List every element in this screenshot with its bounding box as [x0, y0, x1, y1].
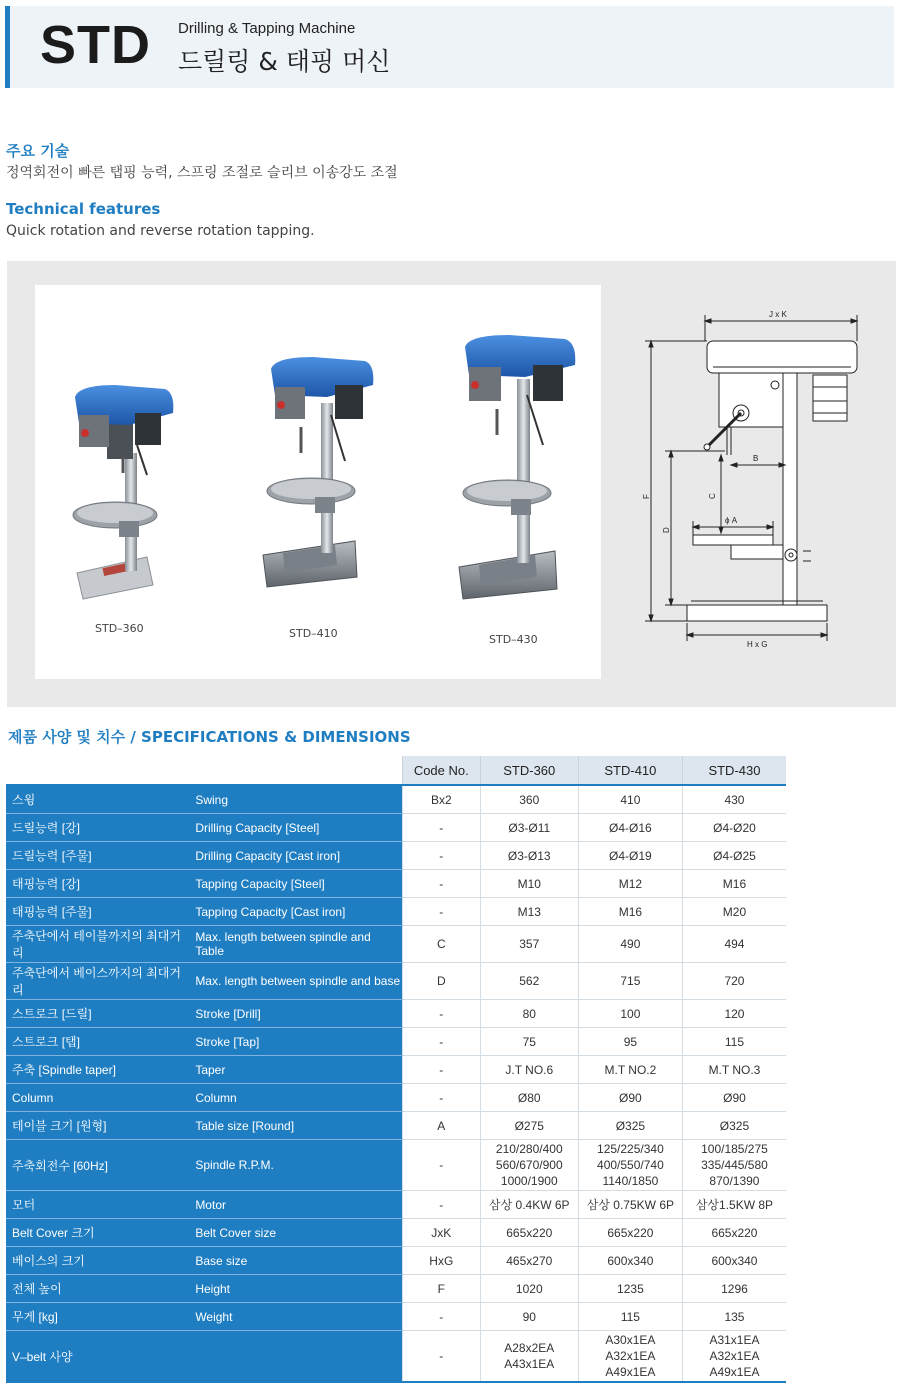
spec-value-cell: 삼상 0.75KW 6P — [578, 1191, 682, 1219]
spec-value-cell: M16 — [682, 870, 786, 898]
spec-label-korean: 태핑능력 [주물] — [6, 898, 189, 926]
spec-value-cell: Ø90 — [578, 1084, 682, 1112]
spec-code-cell: F — [402, 1275, 480, 1303]
dim-label-f: F — [642, 494, 651, 499]
spec-value-cell: M12 — [578, 870, 682, 898]
spec-label-korean: 무게 [kg] — [6, 1303, 189, 1331]
spec-value-cell: 1020 — [480, 1275, 578, 1303]
spec-value-cell: M16 — [578, 898, 682, 926]
spec-header-code: Code No. — [402, 756, 480, 785]
spec-code-cell: - — [402, 1000, 480, 1028]
spec-value-cell: Ø4-Ø16 — [578, 814, 682, 842]
spec-value-cell: A28x2EA A43x1EA — [480, 1331, 578, 1383]
spec-code-cell: D — [402, 963, 480, 1000]
spec-label-english: Weight — [189, 1303, 402, 1331]
spec-row — [6, 1028, 786, 1056]
spec-value-cell: Ø325 — [578, 1112, 682, 1140]
features-title-english: Technical features — [6, 200, 161, 218]
spec-value-cell: 90 — [480, 1303, 578, 1331]
features-text-korean: 정역회전이 빠른 탭핑 능력, 스프링 조절로 슬리브 이송강도 조절 — [6, 165, 398, 181]
spec-label-english: Spindle R.P.M. — [189, 1140, 402, 1191]
spec-value-cell: M10 — [480, 870, 578, 898]
machine-std-360 — [73, 385, 173, 599]
spec-code-cell: - — [402, 1084, 480, 1112]
spec-value-cell: 715 — [578, 963, 682, 1000]
spec-value-cell: 665x220 — [682, 1219, 786, 1247]
spec-code-cell: - — [402, 842, 480, 870]
spec-label-english: Drilling Capacity [Cast iron] — [189, 842, 402, 870]
dim-label-c: C — [708, 493, 717, 499]
spec-value-cell: 490 — [578, 926, 682, 963]
spec-row — [6, 1056, 786, 1084]
dim-label-d: D — [662, 527, 671, 533]
spec-value-cell: Ø3-Ø11 — [480, 814, 578, 842]
spec-label-korean: 주축회전수 [60Hz] — [6, 1140, 189, 1191]
dim-label-b: B — [753, 454, 759, 463]
spec-code-cell: - — [402, 1028, 480, 1056]
title-korean: 드릴링 & 태핑 머신 — [178, 47, 391, 76]
spec-label-english: Max. length between spindle and base — [189, 963, 402, 1000]
title-english: Drilling & Tapping Machine — [178, 20, 356, 37]
spec-header-std-410: STD-410 — [578, 756, 682, 785]
spec-label-korean: 태핑능력 [강] — [6, 870, 189, 898]
spec-value-cell: Ø4-Ø25 — [682, 842, 786, 870]
spec-value-cell: 600x340 — [578, 1247, 682, 1275]
spec-label-english: Swing — [189, 785, 402, 814]
model-label-std-410: STD–410 — [289, 627, 338, 640]
spec-value-cell: 삼상 0.4KW 6P — [480, 1191, 578, 1219]
spec-row — [6, 898, 786, 926]
spec-label-english: Column — [189, 1084, 402, 1112]
spec-row — [6, 870, 786, 898]
spec-row — [6, 1000, 786, 1028]
spec-label-korean: 전체 높이 — [6, 1275, 189, 1303]
spec-value-cell: M20 — [682, 898, 786, 926]
dimension-diagram — [635, 305, 875, 655]
spec-code-cell: - — [402, 1303, 480, 1331]
spec-value-cell: 360 — [480, 785, 578, 814]
spec-value-cell: 75 — [480, 1028, 578, 1056]
spec-value-cell: Ø3-Ø13 — [480, 842, 578, 870]
spec-row — [6, 1247, 786, 1275]
product-image-panel — [7, 261, 896, 707]
spec-value-cell: 357 — [480, 926, 578, 963]
spec-row — [6, 1303, 786, 1331]
spec-label-english: Motor — [189, 1191, 402, 1219]
spec-value-cell: M13 — [480, 898, 578, 926]
spec-value-cell: 465x270 — [480, 1247, 578, 1275]
spec-value-cell: 720 — [682, 963, 786, 1000]
spec-row — [6, 1331, 786, 1383]
spec-value-cell: 1296 — [682, 1275, 786, 1303]
model-label-std-360: STD–360 — [95, 622, 144, 635]
features-text-english: Quick rotation and reverse rotation tapping. — [6, 223, 315, 239]
spec-label-korean: 주축 [Spindle taper] — [6, 1056, 189, 1084]
spec-table-body — [6, 785, 786, 1382]
spec-code-cell: - — [402, 870, 480, 898]
spec-code-cell: - — [402, 1331, 480, 1383]
spec-value-cell: 120 — [682, 1000, 786, 1028]
spec-label-korean: 주축단에서 베이스까지의 최대거리 — [6, 963, 189, 1000]
dim-label-a: ϕ A — [725, 516, 738, 525]
spec-header-std-430: STD-430 — [682, 756, 786, 785]
spec-value-cell: M.T NO.3 — [682, 1056, 786, 1084]
spec-row — [6, 785, 786, 814]
spec-value-cell: 210/280/400 560/670/900 1000/1900 — [480, 1140, 578, 1191]
spec-value-cell: Ø4-Ø20 — [682, 814, 786, 842]
drill-press-illustrations — [35, 285, 601, 679]
spec-label-korean: Belt Cover 크기 — [6, 1219, 189, 1247]
spec-label-english: Taper — [189, 1056, 402, 1084]
spec-header-blank — [6, 756, 402, 785]
spec-label-korean: 모터 — [6, 1191, 189, 1219]
spec-code-cell: C — [402, 926, 480, 963]
spec-label-korean: 테이블 크기 [원형] — [6, 1112, 189, 1140]
spec-code-cell: - — [402, 814, 480, 842]
spec-code-cell: A — [402, 1112, 480, 1140]
spec-value-cell: Ø325 — [682, 1112, 786, 1140]
spec-value-cell: Ø275 — [480, 1112, 578, 1140]
spec-code-cell: Bx2 — [402, 785, 480, 814]
spec-row — [6, 814, 786, 842]
spec-value-cell: 115 — [578, 1303, 682, 1331]
spec-label-english: Stroke [Drill] — [189, 1000, 402, 1028]
spec-label-korean: 스트로크 [드릴] — [6, 1000, 189, 1028]
spec-code-cell: - — [402, 1140, 480, 1191]
dim-label-hxg: H x G — [747, 640, 768, 649]
spec-label-english: Belt Cover size — [189, 1219, 402, 1247]
spec-row — [6, 1140, 786, 1191]
spec-label-english: Table size [Round] — [189, 1112, 402, 1140]
spec-section-title: 제품 사양 및 치수 / SPECIFICATIONS & DIMENSIONS — [8, 728, 411, 746]
spec-label-korean: 베이스의 크기 — [6, 1247, 189, 1275]
spec-value-cell: 494 — [682, 926, 786, 963]
model-label-std-430: STD–430 — [489, 633, 538, 646]
spec-label-korean: 드릴능력 [강] — [6, 814, 189, 842]
spec-label-english: Drilling Capacity [Steel] — [189, 814, 402, 842]
spec-row — [6, 1191, 786, 1219]
spec-label-korean: V–belt 사양 — [6, 1331, 189, 1383]
spec-header-std-360: STD-360 — [480, 756, 578, 785]
spec-label-korean: 주축단에서 테이블까지의 최대거리 — [6, 926, 189, 963]
spec-value-cell: J.T NO.6 — [480, 1056, 578, 1084]
spec-value-cell: 80 — [480, 1000, 578, 1028]
spec-value-cell: 1235 — [578, 1275, 682, 1303]
spec-value-cell: Ø80 — [480, 1084, 578, 1112]
spec-value-cell: 135 — [682, 1303, 786, 1331]
spec-code-cell: - — [402, 898, 480, 926]
spec-value-cell: 430 — [682, 785, 786, 814]
spec-value-cell: 100/185/275 335/445/580 870/1390 — [682, 1140, 786, 1191]
spec-value-cell: 562 — [480, 963, 578, 1000]
spec-value-cell: 115 — [682, 1028, 786, 1056]
spec-row — [6, 926, 786, 963]
spec-code-cell: - — [402, 1191, 480, 1219]
spec-label-english: Base size — [189, 1247, 402, 1275]
spec-code-cell: JxK — [402, 1219, 480, 1247]
spec-label-english — [189, 1331, 402, 1383]
spec-value-cell: 410 — [578, 785, 682, 814]
spec-value-cell: A30x1EA A32x1EA A49x1EA — [578, 1331, 682, 1383]
machine-std-410 — [263, 357, 373, 587]
model-code: STD — [40, 15, 151, 75]
spec-row — [6, 1084, 786, 1112]
spec-value-cell: 95 — [578, 1028, 682, 1056]
spec-row — [6, 842, 786, 870]
spec-value-cell: 665x220 — [578, 1219, 682, 1247]
spec-label-english: Tapping Capacity [Steel] — [189, 870, 402, 898]
spec-value-cell: M.T NO.2 — [578, 1056, 682, 1084]
spec-value-cell: 665x220 — [480, 1219, 578, 1247]
product-photos — [35, 285, 601, 679]
spec-label-english: Height — [189, 1275, 402, 1303]
spec-code-cell: - — [402, 1056, 480, 1084]
dim-label-jxk: J x K — [769, 310, 787, 319]
spec-row — [6, 963, 786, 1000]
spec-value-cell: Ø4-Ø19 — [578, 842, 682, 870]
spec-value-cell: Ø90 — [682, 1084, 786, 1112]
spec-label-korean: 스트로크 [탭] — [6, 1028, 189, 1056]
features-title-korean: 주요 기술 — [6, 142, 70, 160]
spec-value-cell: 100 — [578, 1000, 682, 1028]
spec-row — [6, 1275, 786, 1303]
spec-row — [6, 1219, 786, 1247]
spec-row — [6, 1112, 786, 1140]
spec-label-english: Tapping Capacity [Cast iron] — [189, 898, 402, 926]
spec-label-korean: Column — [6, 1084, 189, 1112]
spec-table — [6, 756, 786, 1383]
spec-header-row — [6, 756, 786, 785]
spec-label-korean: 스윙 — [6, 785, 189, 814]
spec-label-korean: 드릴능력 [주물] — [6, 842, 189, 870]
spec-value-cell: 125/225/340 400/550/740 1140/1850 — [578, 1140, 682, 1191]
spec-value-cell: 삼상1.5KW 8P — [682, 1191, 786, 1219]
spec-value-cell: 600x340 — [682, 1247, 786, 1275]
spec-code-cell: HxG — [402, 1247, 480, 1275]
machine-std-430 — [459, 335, 575, 599]
spec-label-english: Stroke [Tap] — [189, 1028, 402, 1056]
spec-label-english: Max. length between spindle and Table — [189, 926, 402, 963]
page-header — [5, 6, 894, 88]
spec-value-cell: A31x1EA A32x1EA A49x1EA — [682, 1331, 786, 1383]
